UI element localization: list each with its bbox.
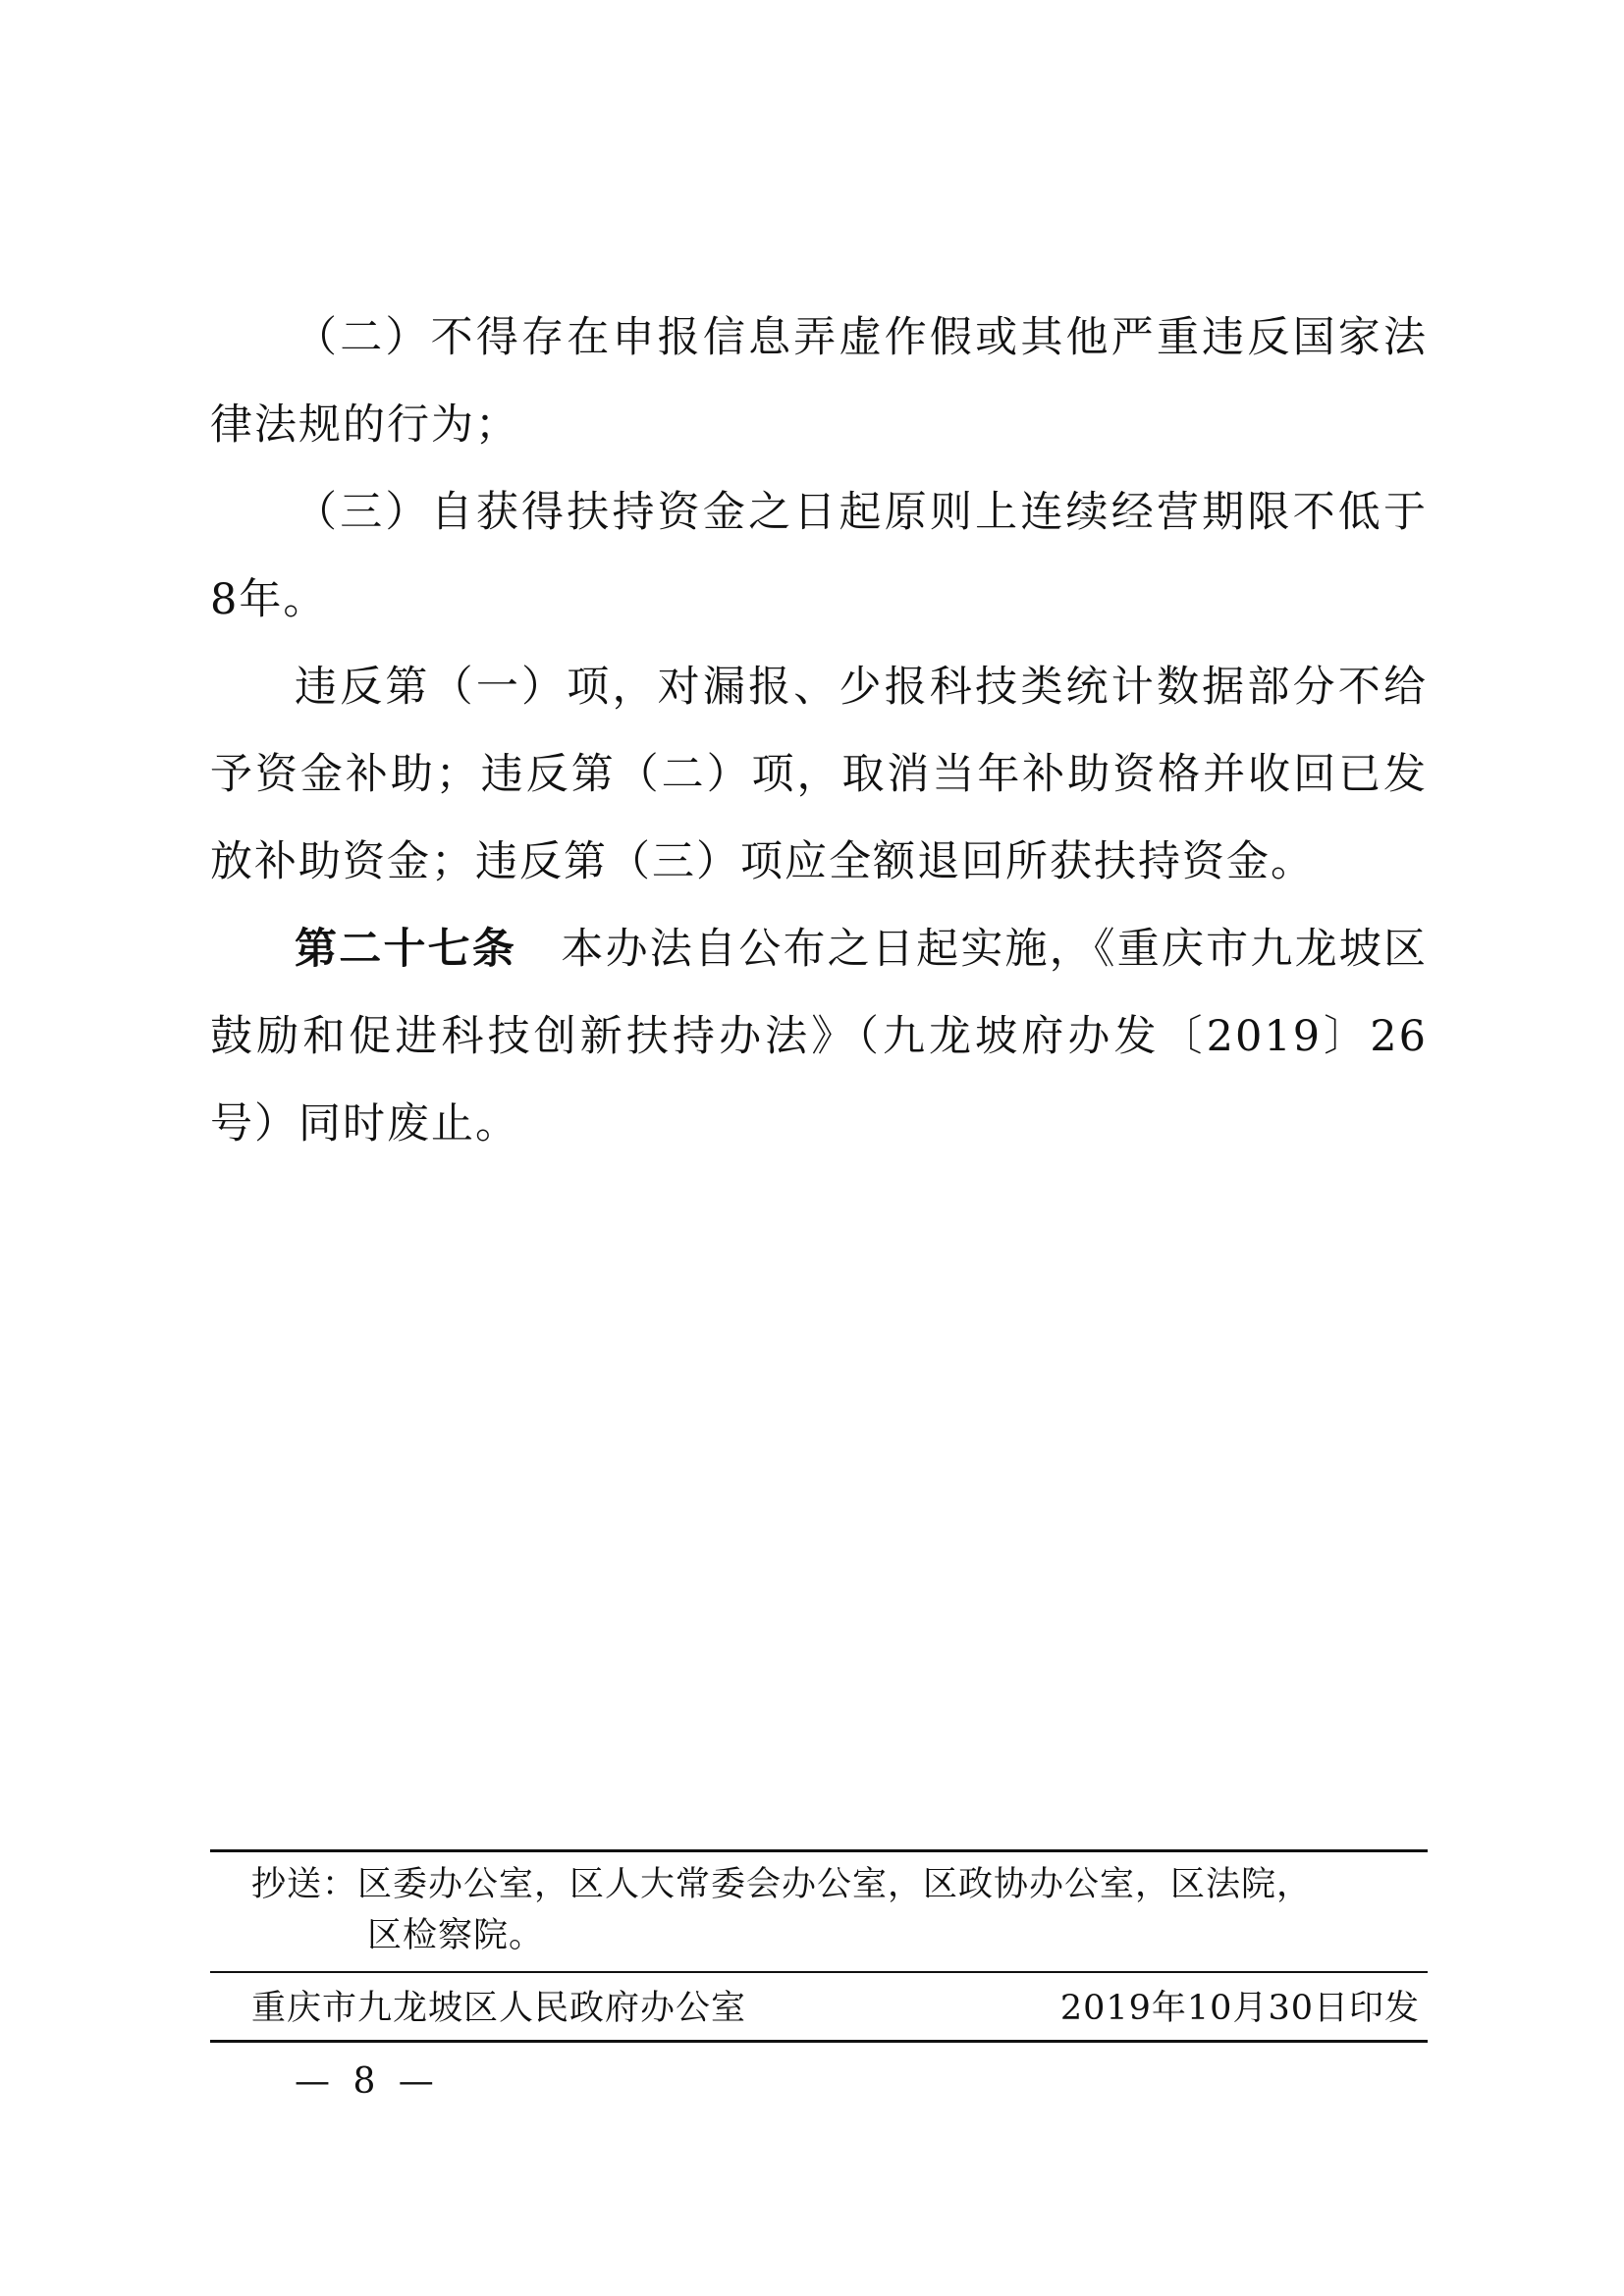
issue-date: 2019年10月30日印发	[1059, 1989, 1420, 2028]
page-number: — 8 —	[295, 2061, 440, 2102]
paragraph-item-three: （三）自获得扶持资金之日起原则上连续经营期限不低于8年。	[210, 488, 1428, 624]
cc-line-2: 区检察院。	[367, 1916, 545, 1955]
paragraph-violation-terms: 违反第（一）项，对漏报、少报科技类统计数据部分不给予资金补助；违反第（二）项，取消当年补助资格并收回已发放补助资金；违反第（三）项应全额退回所获扶持资金。	[210, 663, 1428, 886]
article-text: 本办法自公布之日起实施，《重庆市九龙坡区鼓励和促进科技创新扶持办法》（九龙坡府办发〔2019〕26号）同时废止。	[210, 925, 1429, 1148]
paragraph-article-27	[210, 906, 1428, 1168]
footer-top-rule	[210, 1849, 1428, 1852]
cc-label: 抄送：	[251, 1865, 358, 1904]
cc-recipients	[251, 1859, 1400, 1961]
document-body	[210, 294, 1428, 1168]
cc-line-1: 区委办公室，区人大常委会办公室，区政协办公室，区法院，	[357, 1865, 1313, 1904]
issuer-row	[251, 1983, 1420, 2034]
article-label: 第二十七条	[295, 925, 517, 974]
footer-bottom-rule	[210, 2040, 1428, 2043]
paragraph-item-two: （二）不得存在申报信息弄虚作假或其他严重违反国家法律法规的行为；	[210, 313, 1428, 450]
issuer-name: 重庆市九龙坡区人民政府办公室	[251, 1989, 747, 2028]
footer-middle-rule	[210, 1971, 1428, 1973]
